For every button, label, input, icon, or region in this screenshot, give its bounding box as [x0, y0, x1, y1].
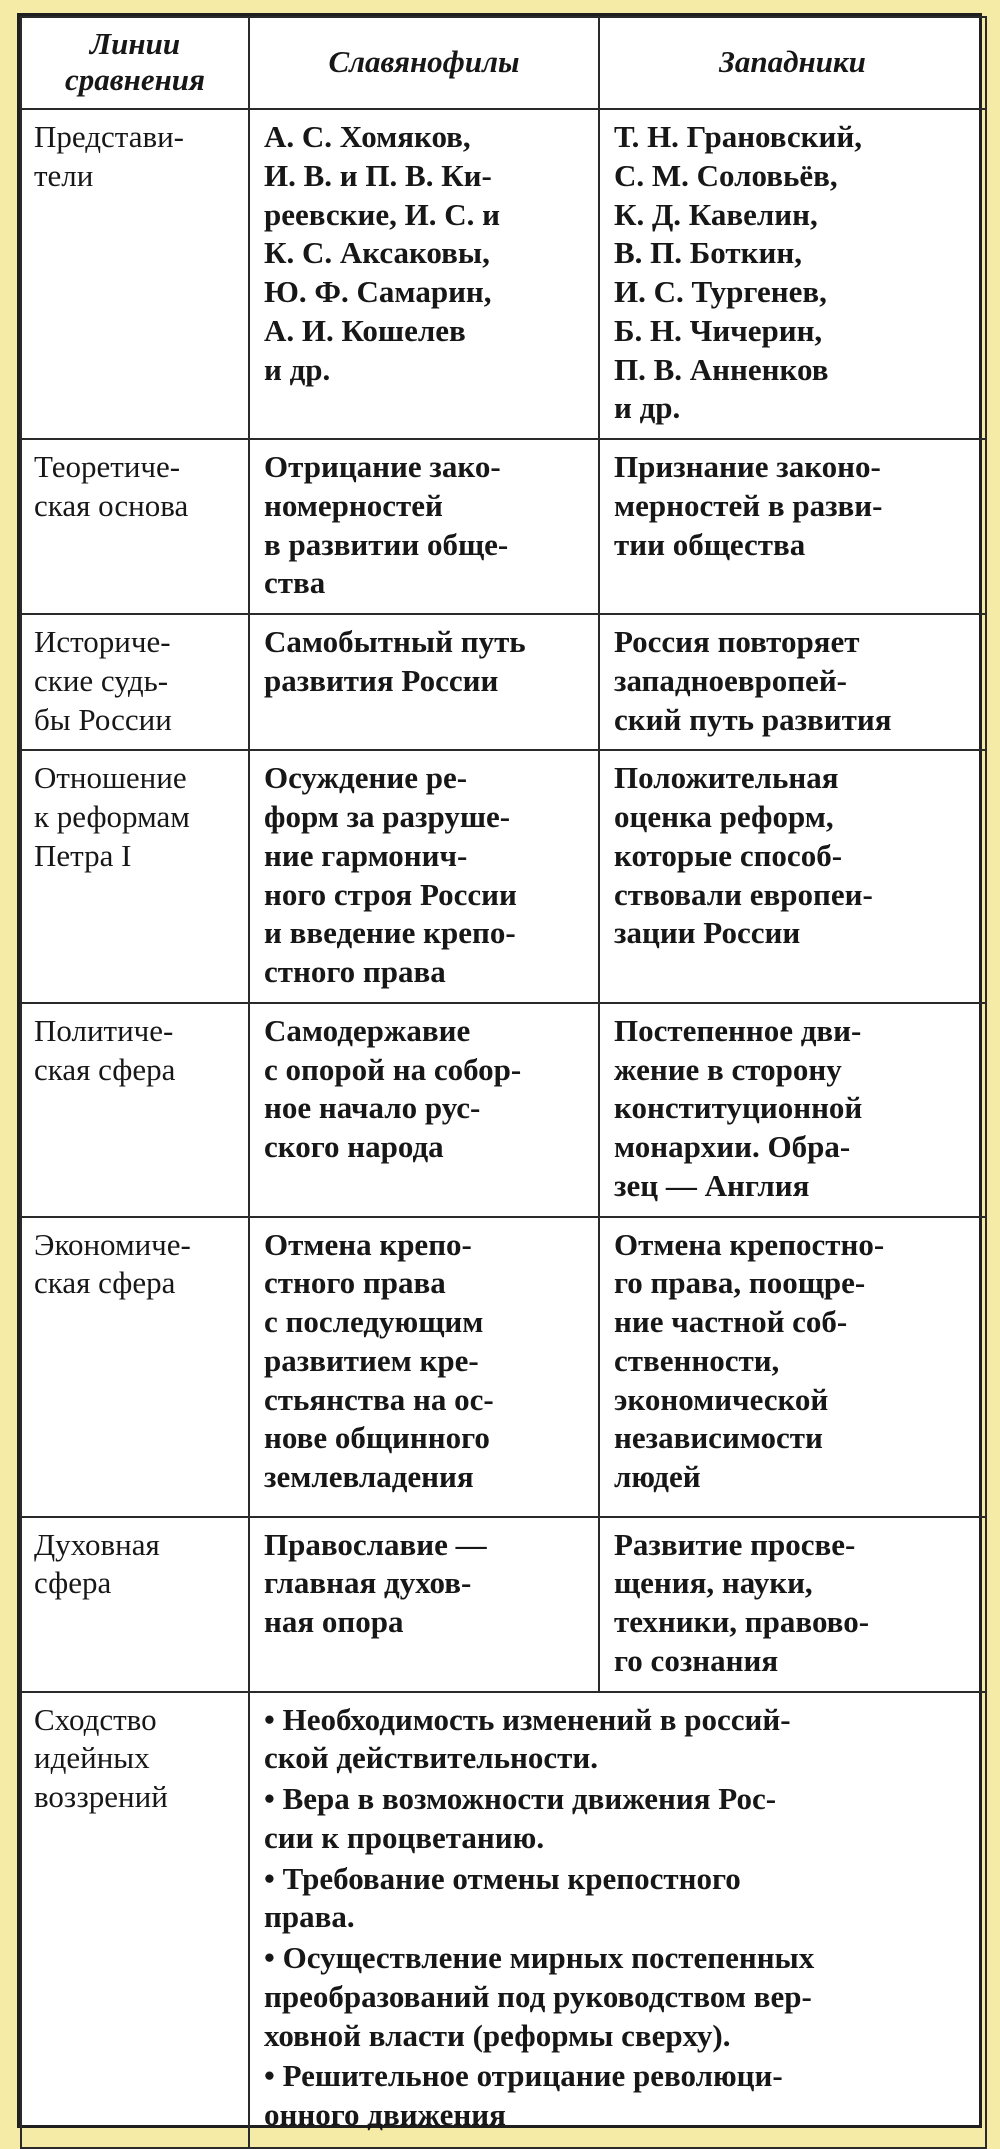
cell-line: оценка реформ,	[614, 799, 834, 834]
cell-line: ства	[264, 565, 326, 601]
westernizers-cell	[599, 750, 986, 1003]
similarity-item-line: • Решительное отрицание революци-	[264, 2058, 783, 2094]
cell-line: главная духов-	[264, 1565, 472, 1601]
slavophiles-cell	[249, 1217, 599, 1517]
row-label-line: Сходство	[34, 1701, 157, 1737]
cell-line: ственности,	[614, 1342, 780, 1378]
similarity-item	[264, 2057, 973, 2135]
similarity-row	[21, 1692, 986, 2148]
row-label-line: Историче-	[34, 624, 171, 659]
cell-line: Самодержавие	[264, 1012, 471, 1048]
cell-line: ствовали европеи-	[614, 876, 873, 912]
cell-line: К. С. Аксаковы,	[264, 235, 490, 271]
similarity-item-line: • Вера в возможности движения Рос-	[264, 1781, 777, 1816]
cell-line: зец — Англия	[614, 1167, 810, 1203]
cell-line: Т. Н. Грановский,	[614, 119, 862, 154]
similarity-cell	[249, 1692, 986, 2148]
cell-line: Отмена крепо-	[264, 1226, 472, 1262]
slavophiles-cell	[249, 750, 599, 1003]
row-label-line: идейных	[34, 1740, 150, 1776]
cell-line: Россия повторяет	[614, 624, 860, 659]
slavophiles-cell	[249, 439, 599, 614]
row-label	[21, 109, 249, 439]
cell-line: Постепенное дви-	[614, 1012, 862, 1048]
cell-line: и др.	[614, 390, 681, 426]
table-row	[21, 750, 986, 1003]
cell-line: людей	[614, 1459, 701, 1494]
cell-line: Ю. Ф. Самарин,	[264, 274, 492, 309]
header-slavophiles: Славянофилы	[249, 17, 599, 109]
row-label-line: Политиче-	[34, 1012, 174, 1048]
cell-line: В. П. Боткин,	[614, 235, 802, 271]
cell-line: А. И. Кошелев	[264, 312, 466, 348]
cell-line: И. С. Тургенев,	[614, 274, 827, 309]
cell-line: и др.	[264, 351, 331, 387]
cell-line: монархии. Обра-	[614, 1129, 851, 1164]
header-comparison-lines-line: сравнения	[65, 62, 205, 97]
row-label	[21, 439, 249, 614]
cell-line: Православие —	[264, 1526, 487, 1562]
row-label-line: Представи-	[34, 119, 185, 154]
row-label-line: Теоретиче-	[34, 449, 181, 484]
cell-line: А. С. Хомяков,	[264, 119, 471, 154]
cell-line: Отмена крепостно-	[614, 1226, 885, 1262]
table-row	[21, 1003, 986, 1217]
similarity-item	[264, 1860, 973, 1938]
cell-line: развитием кре-	[264, 1342, 479, 1378]
row-label-line: ская основа	[34, 487, 189, 523]
cell-line: ский путь развития	[614, 701, 892, 737]
comparison-table	[20, 16, 987, 2149]
row-label	[21, 614, 249, 750]
cell-line: конституционной	[614, 1090, 863, 1126]
row-label	[21, 750, 249, 1003]
cell-line: землевладения	[264, 1459, 474, 1494]
cell-line: реевские, И. С. и	[264, 196, 500, 232]
row-label	[21, 1692, 249, 2148]
slavophiles-cell	[249, 614, 599, 750]
row-label-line: ская сфера	[34, 1051, 176, 1087]
cell-line: стного права	[264, 954, 446, 989]
cell-line: Б. Н. Чичерин,	[614, 312, 823, 348]
header-westernizers: Западники	[599, 17, 986, 109]
similarity-item	[264, 1939, 973, 2055]
cell-line: с опорой на собор-	[264, 1051, 522, 1087]
cell-line: ного строя России	[264, 876, 517, 912]
westernizers-cell	[599, 1217, 986, 1517]
cell-line: техники, правово-	[614, 1604, 870, 1639]
table-row	[21, 109, 986, 439]
cell-line: экономической	[614, 1381, 829, 1417]
similarity-item-line: онного движения	[264, 2097, 506, 2132]
cell-line: форм за разруше-	[264, 799, 511, 834]
cell-line: Развитие просве-	[614, 1526, 856, 1562]
row-label	[21, 1517, 249, 1692]
similarity-item	[264, 1701, 973, 1779]
similarity-item-line: преобразований под руководством вер-	[264, 1978, 812, 2014]
header-comparison-lines-line: Линии	[89, 26, 181, 62]
cell-line: щения, науки,	[614, 1565, 813, 1601]
similarity-item-line: • Осуществление мирных постепенных	[264, 1940, 815, 1975]
cell-line: западноевропей-	[614, 662, 847, 698]
similarity-item-line: сии к процветанию.	[264, 1819, 545, 1855]
cell-line: жение в сторону	[614, 1051, 842, 1087]
cell-line: ние гармонич-	[264, 837, 468, 873]
row-label-line: Духовная	[34, 1526, 160, 1562]
similarity-item-line: • Необходимость изменений в россий-	[264, 1701, 791, 1737]
cell-line: К. Д. Кавелин,	[614, 196, 818, 232]
cell-line: Признание законо-	[614, 449, 881, 484]
table-row	[21, 439, 986, 614]
cell-line: которые способ-	[614, 837, 843, 873]
cell-line: ние частной соб-	[614, 1304, 848, 1339]
similarity-item-line: права.	[264, 1899, 355, 1935]
header-row	[21, 17, 986, 109]
westernizers-cell	[599, 1517, 986, 1692]
cell-line: С. М. Соловьёв,	[614, 157, 838, 193]
cell-line: ная опора	[264, 1604, 404, 1639]
cell-line: мерностей в разви-	[614, 487, 883, 523]
row-label-line: тели	[34, 157, 94, 193]
cell-line: ского народа	[264, 1129, 444, 1164]
cell-line: Самобытный путь	[264, 624, 526, 659]
slavophiles-cell	[249, 1517, 599, 1692]
cell-line: ное начало рус-	[264, 1090, 481, 1126]
westernizers-cell	[599, 439, 986, 614]
comparison-table-frame	[17, 13, 982, 2132]
cell-line: и введение крепо-	[264, 915, 516, 951]
cell-line: Осуждение ре-	[264, 760, 468, 796]
cell-line: тии общества	[614, 526, 806, 562]
westernizers-cell	[599, 614, 986, 750]
cell-line: развития России	[264, 662, 499, 698]
cell-line: стного права	[264, 1265, 446, 1301]
cell-line: номерностей	[264, 487, 443, 523]
cell-line: го права, поощре-	[614, 1265, 866, 1301]
row-label	[21, 1217, 249, 1517]
row-label-line: Экономиче-	[34, 1226, 191, 1262]
westernizers-cell	[599, 1003, 986, 1217]
cell-line: Отрицание зако-	[264, 449, 501, 484]
cell-line: независимости	[614, 1420, 823, 1456]
cell-line: И. В. и П. В. Ки-	[264, 157, 492, 193]
similarity-item-line: • Требование отмены крепостного	[264, 1860, 741, 1896]
cell-line: стьянства на ос-	[264, 1381, 494, 1417]
slavophiles-cell	[249, 1003, 599, 1217]
header-comparison-lines	[21, 17, 249, 109]
similarity-item	[264, 1780, 973, 1858]
similarity-item-line: ской действительности.	[264, 1740, 598, 1776]
row-label-line: к реформам	[34, 799, 190, 834]
cell-line: зации России	[614, 915, 801, 951]
cell-line: П. В. Анненков	[614, 351, 829, 387]
row-label-line: ская сфера	[34, 1265, 176, 1301]
similarity-item-line: ховной власти (реформы сверху).	[264, 2017, 731, 2053]
cell-line: Положительная	[614, 760, 839, 796]
table-row	[21, 614, 986, 750]
row-label	[21, 1003, 249, 1217]
westernizers-cell	[599, 109, 986, 439]
cell-line: го сознания	[614, 1642, 779, 1678]
slavophiles-cell	[249, 109, 599, 439]
row-label-line: Отношение	[34, 760, 187, 796]
table-row	[21, 1217, 986, 1517]
cell-line: нове общинного	[264, 1420, 490, 1456]
row-label-line: сфера	[34, 1565, 112, 1601]
row-label-line: ские судь-	[34, 662, 169, 698]
cell-line: в развитии обще-	[264, 526, 509, 562]
row-label-line: Петра I	[34, 837, 132, 873]
row-label-line: бы России	[34, 701, 172, 737]
row-label-line: воззрений	[34, 1779, 168, 1814]
cell-line: с последующим	[264, 1304, 484, 1339]
table-row	[21, 1517, 986, 1692]
